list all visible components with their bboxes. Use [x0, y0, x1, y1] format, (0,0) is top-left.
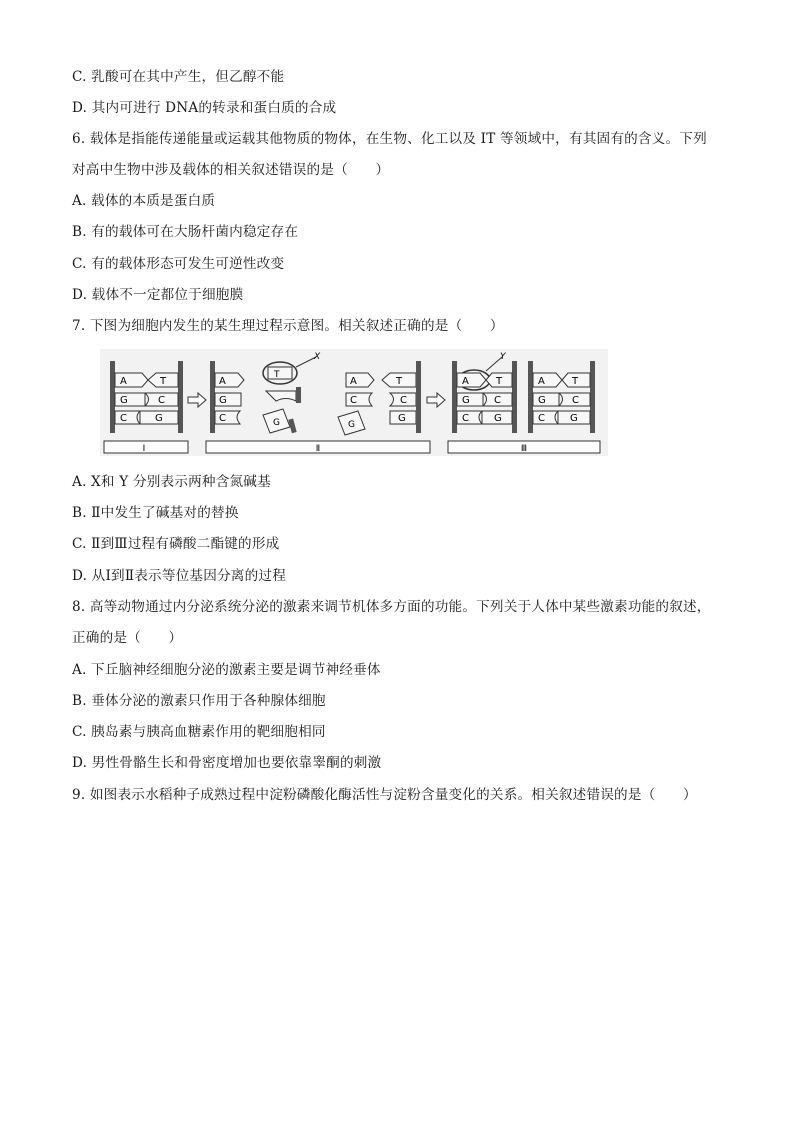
stage-1-duplex — [110, 361, 183, 433]
base-t-label: T — [274, 370, 280, 380]
base-t-label: T — [572, 376, 579, 387]
base-a-label: A — [538, 376, 545, 387]
base-g-label: G — [494, 413, 502, 424]
q7-option-c: C. Ⅱ到Ⅲ过程有磷酸二酯键的形成 — [72, 536, 280, 552]
base-c-label: C — [572, 395, 579, 406]
q6-option-b: B. 有的载体可在大肠杆菌内稳定存在 — [72, 224, 299, 240]
q6-stem-line-1: 6. 载体是指能传递能量或运载其他物质的物体，在生物、化工以及 IT 等领域中，有其固有的含义。下列 — [72, 131, 707, 147]
stage-3-duplex-left — [452, 352, 517, 433]
base-t-label: T — [396, 376, 403, 387]
base-a-label: A — [462, 376, 469, 387]
q6-option-c: C. 有的载体形态可发生可逆性改变 — [72, 256, 285, 272]
stage-2-free-nucleotides — [263, 352, 321, 433]
base-g-label: G — [570, 413, 578, 424]
q7-option-b: B. Ⅱ中发生了碱基对的替换 — [72, 505, 239, 521]
stage-1-label: Ⅰ — [142, 444, 146, 454]
base-g-label: G — [348, 420, 355, 430]
base-c-label: C — [158, 395, 165, 406]
arrow-icon — [188, 393, 206, 407]
base-c-label: C — [494, 395, 501, 406]
base-g-label: G — [120, 395, 128, 406]
base-c-label: C — [350, 395, 357, 406]
q8-stem-line-2: 正确的是（ ） — [72, 630, 183, 646]
q7-stem: 7. 下图为细胞内发生的某生理过程示意图。相关叙述正确的是（ ） — [72, 318, 504, 334]
q8-option-d: D. 男性骨骼生长和骨密度增加也要依靠睾酮的刺激 — [72, 755, 382, 771]
base-a-label: A — [350, 376, 357, 387]
y-mark-label: Y — [500, 352, 506, 362]
q7-option-d: D. 从Ⅰ到Ⅱ表示等位基因分离的过程 — [72, 568, 286, 584]
base-c-label: C — [219, 413, 226, 424]
base-a-label: A — [219, 376, 226, 387]
q9-stem: 9. 如图表示水稻种子成熟过程中淀粉磷酸化酶活性与淀粉含量变化的关系。相关叙述错误的是（ ） — [72, 787, 697, 803]
q8-option-b: B. 垂体分泌的激素只作用于各种腺体细胞 — [72, 693, 326, 709]
stage-2-label: Ⅱ — [315, 444, 321, 454]
stage-2-right-pieces — [338, 361, 421, 435]
q5-option-c: C. 乳酸可在其中产生，但乙醇不能 — [72, 69, 285, 85]
stage-1-label-box — [104, 441, 188, 453]
arrow-icon — [427, 393, 445, 407]
q8-option-c: C. 胰岛素与胰高血糖素作用的靶细胞相同 — [72, 724, 326, 740]
base-t-label: T — [496, 376, 503, 387]
q6-stem-line-2: 对高中生物中涉及载体的相关叙述错误的是（ ） — [72, 162, 390, 178]
base-c-label: C — [120, 413, 127, 424]
q6-option-a: A. 载体的本质是蛋白质 — [72, 193, 216, 209]
stage-3-label: Ⅲ — [520, 444, 528, 454]
base-g-label: G — [538, 395, 546, 406]
q6-option-d: D. 载体不一定都位于细胞膜 — [72, 287, 244, 303]
q8-option-a: A. 下丘脑神经细胞分泌的激素主要是调节神经垂体 — [72, 662, 381, 678]
q5-option-d: D. 其内可进行 DNA的转录和蛋白质的合成 — [72, 100, 337, 116]
stage-2-left-strand — [210, 361, 244, 433]
base-g-label: G — [155, 413, 163, 424]
base-g-label: G — [398, 413, 406, 424]
x-mark-label: X — [314, 352, 321, 362]
base-a-label: A — [120, 376, 127, 387]
base-c-label: C — [538, 413, 545, 424]
q7-option-a: A. X和 Y 分别表示两种含氮碱基 — [72, 474, 271, 490]
stage-3-duplex-right — [528, 361, 595, 433]
dna-process-figure — [100, 349, 608, 456]
base-c-label: C — [400, 395, 407, 406]
base-g-label: G — [462, 395, 470, 406]
base-g-label: G — [219, 395, 227, 406]
base-t-label: T — [160, 376, 167, 387]
base-g-label: G — [273, 418, 280, 428]
base-c-label: C — [462, 413, 469, 424]
q8-stem-line-1: 8. 高等动物通过内分泌系统分泌的激素来调节机体多方面的功能。下列关于人体中某些激素功能的叙述， — [72, 599, 711, 615]
